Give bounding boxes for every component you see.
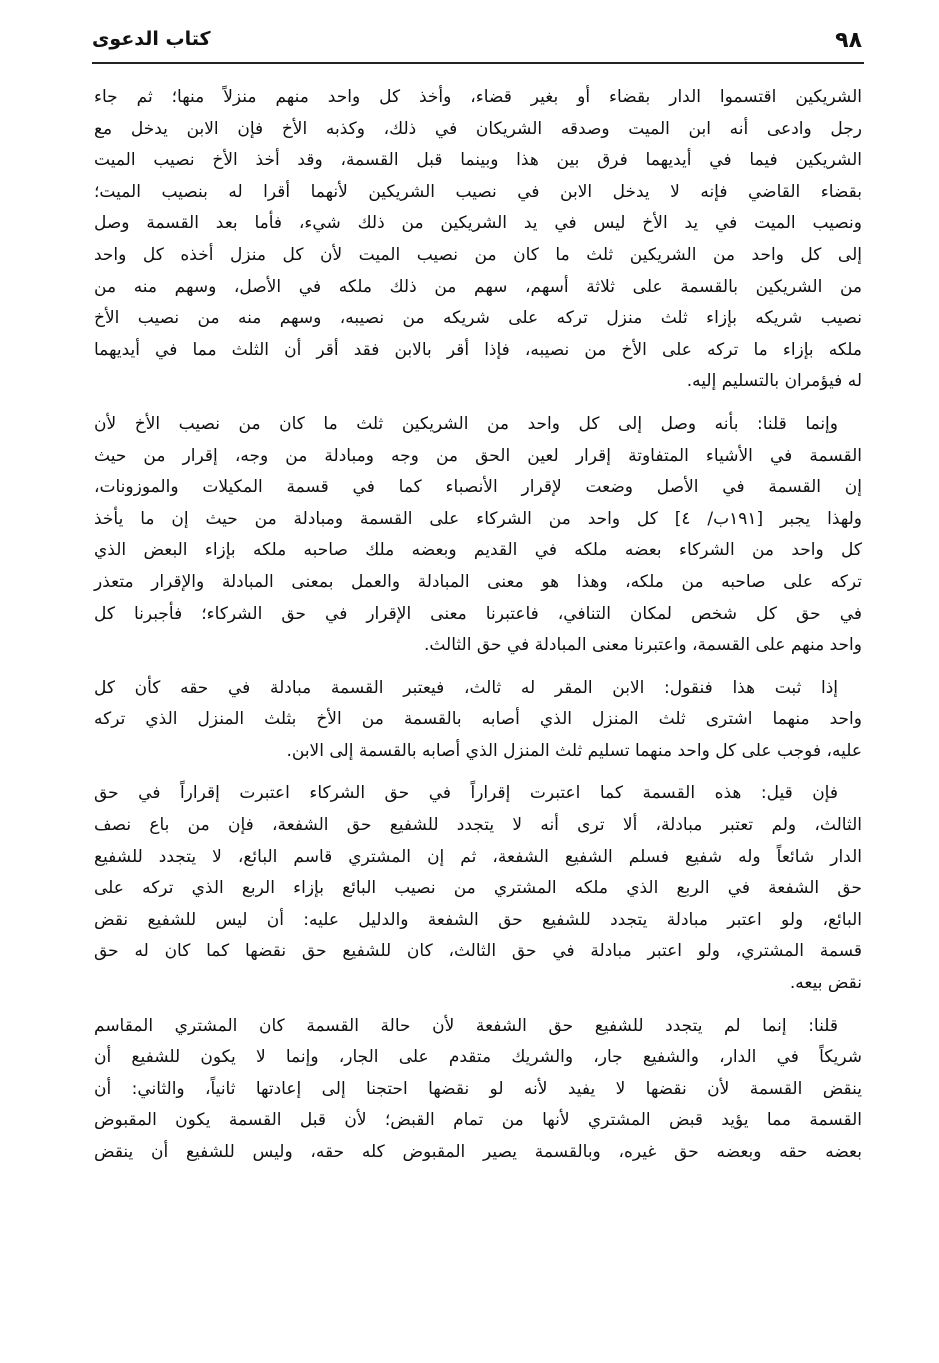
text-line: وإنما قلنا: بأنه وصل إلى كل واحد من الشريكين ثلث ما كان من نصيب الأخ لأن: [94, 413, 838, 434]
page-header: [92, 22, 862, 58]
paragraph: [94, 409, 862, 662]
text-line: له فيؤمران بالتسليم إليه.: [686, 371, 862, 392]
text-line: الثالث، ولم تعتبر مبادلة، ألا ترى أنه لا يتجدد للشفيع حق الشفعة، فإن من باع نصف: [94, 815, 862, 836]
paragraph: [94, 673, 862, 768]
text-line: في حق كل شخص لمكان التنافي، فاعتبرنا معنى الإقرار في حق الشركاء؛ فأجبرنا كل: [94, 603, 862, 624]
page-body: [94, 82, 862, 1180]
text-line: إلى كل واحد من الشريكين ثلث ما كان من نصيب الميت لأن كل منزل أخذه كل واحد: [94, 244, 862, 265]
text-line: الشريكين اقتسموا الدار بقضاء أو بغير قضاء، وأخذ كل واحد منهم منزلاً منها؛ ثم جاء: [94, 87, 862, 107]
text-line: القسمة مما يؤيد قبض المشتري لأنها من تمام القبض؛ لأن قبل القسمة يكون المقبوض: [94, 1110, 862, 1131]
paragraph: [94, 1011, 862, 1169]
text-line: تركه على صاحبه من ملكه، وهذا هو معنى المبادلة والعمل بمعنى المبادلة والإقرار متعذر: [94, 571, 862, 592]
text-line: نقض بيعه.: [789, 973, 862, 994]
text-line: عليه، فوجب على كل واحد منهما تسليم ثلث المنزل الذي أصابه بالقسمة إلى الابن.: [286, 740, 862, 761]
text-line: واحد منهم على القسمة، واعتبرنا معنى المبادلة في حق الثالث.: [423, 635, 862, 656]
text-line: ولهذا يجبر [١٩١ب/ ٤] كل واحد من الشركاء على القسمة ومبادلة من حيث إن ما يأخذ: [94, 508, 863, 529]
paragraph: [94, 82, 862, 398]
text-line: إذا ثبت هذا فنقول: الابن المقر له ثالث، فيعتبر القسمة مبادلة في حقه كأن كل: [94, 677, 838, 698]
text-line: شريكاً في الدار، والشفيع جار، والشريك متقدم على الجار، وإنما لا يكون للشفيع أن: [94, 1047, 862, 1068]
text-line: واحد منهما اشترى ثلث المنزل الذي أصابه بالقسمة من الأخ بثلث المنزل الذي تركه: [94, 709, 862, 730]
text-line: قسمة المشتري، ولو اعتبر مبادلة في حق الثالث، كان للشفيع حق نقضها كما كان له حق: [94, 941, 862, 962]
text-line: ونصيب الميت في يد الأخ ليس في يد الشريكين من ذلك شيء، فأما بعد القسمة وصل: [94, 213, 862, 234]
text-line: الشريكين فيما في أيديهما فرق بين هذا وبينما قبل القسمة، وقد أخذ الأخ نصيب الميت: [94, 150, 862, 171]
page-number: ٩٨: [835, 28, 862, 53]
header-divider: [92, 62, 864, 64]
running-title: كتاب الدعوى: [92, 28, 211, 50]
text-line: من الشريكين بالقسمة على ثلاثة أسهم، سهم من ذلك ملكه في الأصل، وسهم منه من: [94, 276, 862, 297]
text-line: ينقض القسمة لأن نقضها لا يفيد لأنه لو نقضها احتجنا إلى إعادتها ثانياً، والثاني: أن: [94, 1078, 862, 1099]
text-line: فإن قيل: هذه القسمة كما اعتبرت إقراراً في حق الشركاء اعتبرت إقراراً في حق: [94, 783, 838, 804]
text-line: نصيب شريكه بإزاء ثلث منزل تركه على شريكه من نصيبه، وسهم منه من نصيب الأخ: [94, 308, 862, 329]
text-line: قلنا: إنما لم يتجدد للشفيع حق الشفعة لأن حالة القسمة كان المشتري المقاسم: [94, 1015, 838, 1036]
text-line: القسمة في الأشياء المتفاوتة إقرار لعين الحق من وجه ومبادلة من وجه، إقرار من حيث: [94, 445, 862, 466]
text-line: الدار شائعاً وله شفيع فسلم الشفيع الشفعة، ثم إن المشتري قاسم البائع، لا يتجدد للشفيع: [94, 846, 862, 867]
text-line: إن القسمة في الأصل وضعت لإقرار الأنصباء كما في قسمة المكيلات والموزونات،: [94, 477, 862, 498]
text-line: حق الشفعة في الربع الذي ملكه المشتري من نصيب البائع بإزاء الربع الذي تركه على: [94, 878, 862, 899]
text-line: كل واحد من الشركاء بعضه ملكه في القديم وبعضه ملك صاحبه ملكه بإزاء البعض الذي: [94, 540, 862, 561]
text-line: البائع، ولو اعتبر مبادلة يتجدد للشفيع حق الشفعة والدليل عليه: أن ليس للشفيع نقض: [94, 909, 862, 930]
text-line: بعضه حقه وبعضه حق غيره، وبالقسمة يصير المقبوض كله حقه، وليس للشفيع أن ينقض: [94, 1142, 862, 1162]
text-line: بقضاء القاضي فإنه لا يدخل الابن في نصيب الشريكين لأنهما أقرا له بنصيب الميت؛: [94, 181, 862, 202]
text-line: ملكه بإزاء ما تركه على الأخ من نصيبه، فإذا أقر بالابن فقد أقر أن الثلث مما في أيديهما: [94, 339, 862, 360]
text-line: رجل وادعى أنه ابن الميت وصدقه الشريكان في ذلك، وكذبه الأخ فإن الابن يدخل مع: [94, 118, 862, 139]
paragraph: [94, 778, 862, 999]
